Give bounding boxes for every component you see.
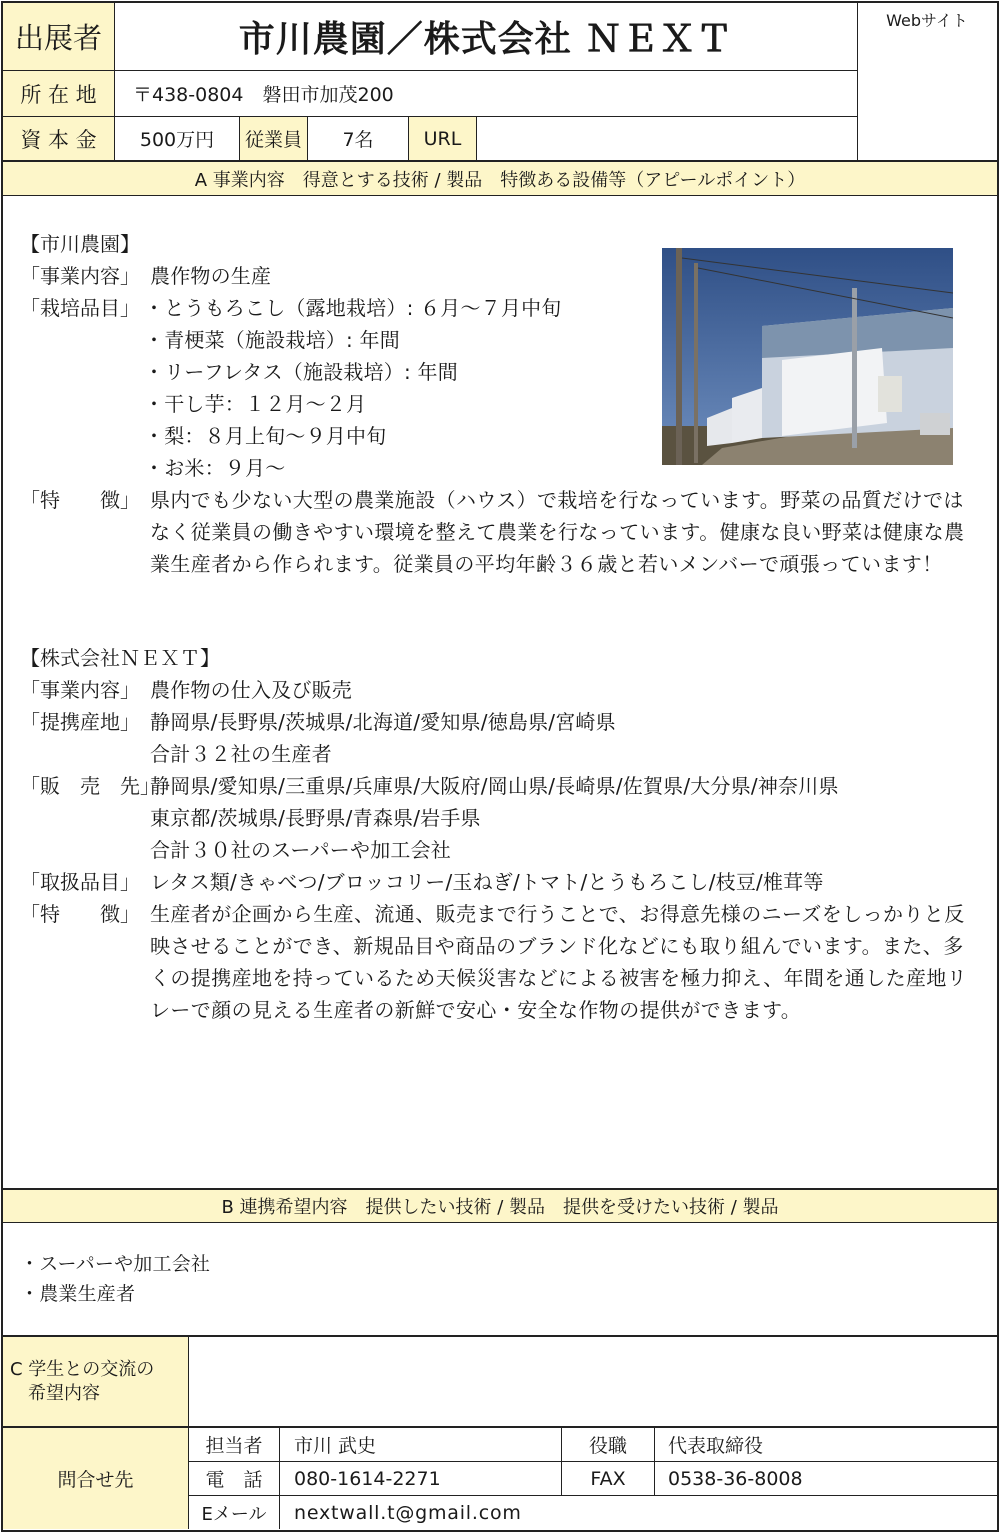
person-label: 担当者: [205, 1435, 263, 1457]
fax-label: FAX: [590, 1467, 626, 1490]
section-b-title: B 連携希望内容 提供したい技術 / 製品 提供を受けたい技術 / 製品: [221, 1197, 779, 1218]
divider: [189, 1461, 997, 1462]
farm-crops-label: 「栽培品目」: [20, 296, 140, 320]
next-heading: 【株式会社ＮＥＸＴ】: [20, 646, 220, 670]
person-value: 市川 武史: [294, 1435, 377, 1457]
url-label: URL: [423, 127, 462, 150]
divider: [561, 1428, 562, 1495]
sales-line: 合計３０社のスーパーや加工会社: [150, 838, 451, 862]
next-business-value: 農作物の仕入及び販売: [150, 678, 352, 702]
section-c-label-line2: 希望内容: [28, 1383, 100, 1404]
next-feature-label: 「特 徴」: [20, 902, 140, 926]
divider: [307, 117, 308, 160]
section-b-item: ・農業生産者: [20, 1283, 136, 1305]
divider: [654, 1428, 655, 1495]
role-value: 代表取締役: [668, 1435, 764, 1457]
email-value[interactable]: nextwall.t@gmail.com: [294, 1501, 522, 1524]
section-c-label-line1: C 学生との交流の: [10, 1359, 155, 1380]
divider: [857, 3, 858, 160]
next-items-value: レタス類/きゃべつ/ブロッコリー/玉ねぎ/トマト/とうもろこし/枝豆/椎茸等: [150, 870, 824, 894]
farm-feature-label: 「特 徴」: [20, 488, 140, 512]
divider: [3, 195, 997, 196]
next-items-label: 「取扱品目」: [20, 870, 140, 894]
employees-label: 従業員: [244, 129, 302, 151]
farm-business-label: 「事業内容」: [20, 264, 140, 288]
divider: [3, 116, 858, 117]
divider: [189, 1495, 997, 1496]
crop-item: ・とうもろこし（露地栽培）: ６月〜７月中旬: [144, 296, 562, 320]
employees-value: 7名: [342, 129, 374, 151]
divider: [3, 1222, 997, 1223]
location-value: 〒438-0804 磐田市加茂200: [133, 84, 394, 106]
next-business-label: 「事業内容」: [20, 678, 140, 702]
partner-line: 合計３２社の生産者: [150, 742, 332, 766]
divider: [239, 117, 240, 160]
farm-heading: 【市川農園】: [20, 232, 140, 256]
contact-label: 問合せ先: [57, 1469, 134, 1491]
exhibitor-label: 出展者: [14, 21, 102, 55]
divider: [408, 117, 409, 160]
crop-item: ・梨：８月上旬〜９月中旬: [144, 424, 387, 448]
divider: [114, 3, 115, 160]
greenhouse-photo: [662, 248, 953, 465]
next-partner-label: 「提携産地」: [20, 710, 140, 734]
capital-label: 資 本 金: [20, 127, 97, 152]
next-sales-label: 「販 売 先」: [20, 774, 160, 798]
exhibitor-name: 市川農園／株式会社 ＮＥＸＴ: [238, 19, 734, 60]
farm-business-value: 農作物の生産: [150, 264, 272, 288]
phone-label: 電 話: [205, 1469, 263, 1491]
section-b-item: ・スーパーや加工会社: [20, 1253, 211, 1275]
email-label: Eメール: [201, 1503, 267, 1525]
crop-item: ・干し芋：１２月〜２月: [144, 392, 367, 416]
web-label: Webサイト: [886, 11, 968, 30]
crop-item: ・青梗菜（施設栽培）: 年間: [144, 328, 400, 352]
capital-value: 500万円: [139, 129, 215, 151]
url-value-cell[interactable]: [477, 117, 857, 160]
fax-value: 0538-36-8008: [668, 1467, 803, 1490]
location-label: 所 在 地: [20, 82, 97, 107]
divider: [279, 1428, 280, 1529]
partner-line: 静岡県/長野県/茨城県/北海道/愛知県/徳島県/宮崎県: [150, 710, 616, 734]
sales-line: 東京都/茨城県/長野県/青森県/岩手県: [150, 806, 481, 830]
crop-item: ・リーフレタス（施設栽培）: 年間: [144, 360, 458, 384]
divider: [3, 70, 858, 71]
divider: [476, 117, 477, 160]
crop-item: ・お米：９月〜: [144, 456, 286, 480]
farm-feature-text: 県内でも少ない大型の農業施設（ハウス）で栽培を行なっています。野菜の品質だけではなく従業員の働きやすい環境を整えて農業を行なっています。健康な良い野菜は健康な農業生産者から作られます。従業員の平均年齢３６歳と若いメンバーで頑張っています！: [150, 488, 965, 576]
divider: [188, 1337, 189, 1426]
section-a-title: A 事業内容 得意とする技術 / 製品 特徴ある設備等（アピールポイント）: [194, 169, 806, 191]
next-feature-text: 生産者が企画から生産、流通、販売まで行うことで、お得意先様のニーズをしっかりと反映させることができ、新規品目や商品のブランド化などにも取り組んでいます。また、多くの提携産地を持っているため天候災害などによる被害を極力抑え、年間を通した産地リレーで顔の見える生産者の新鮮で安心・安全な作物の提供ができます。: [150, 902, 968, 1022]
section-c-value[interactable]: [195, 1345, 985, 1419]
sales-line: 静岡県/愛知県/三重県/兵庫県/大阪府/岡山県/長崎県/佐賀県/大分県/神奈川県: [150, 774, 839, 798]
role-label: 役職: [588, 1435, 627, 1457]
phone-value[interactable]: 080-1614-2271: [294, 1467, 441, 1490]
